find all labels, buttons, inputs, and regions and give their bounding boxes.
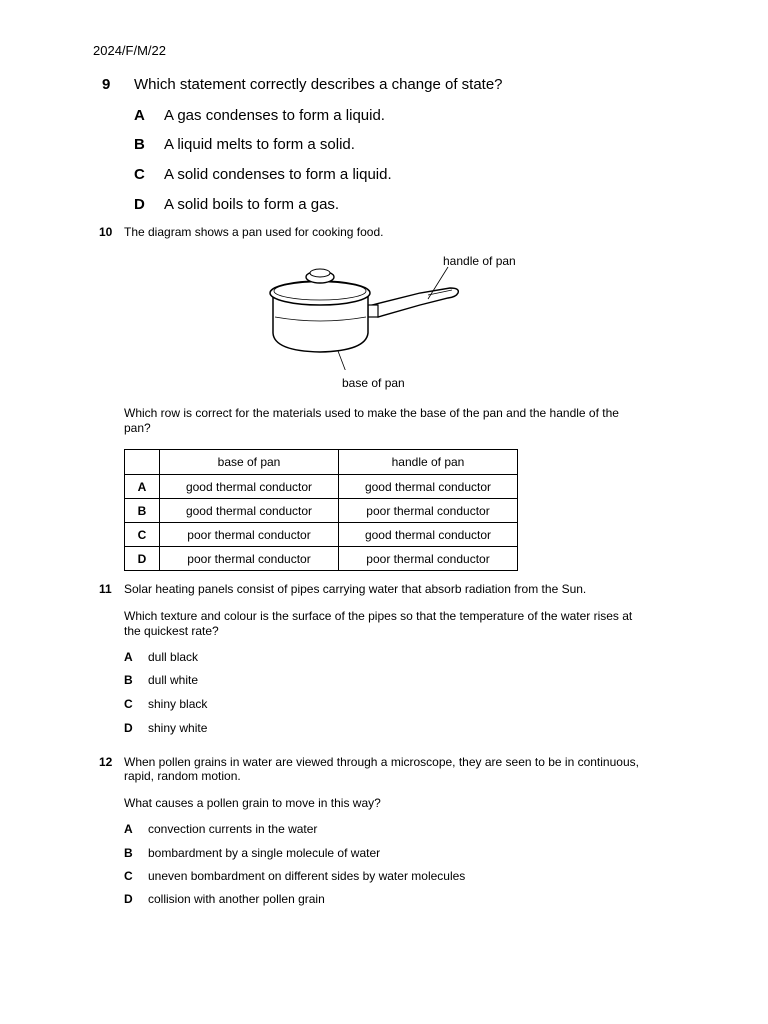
q9-option-a-text: A gas condenses to form a liquid.	[164, 107, 385, 124]
question-12-intro-line2: rapid, random motion.	[124, 769, 241, 783]
row-letter: A	[125, 475, 160, 499]
row-handle: good thermal conductor	[339, 523, 518, 547]
row-handle: poor thermal conductor	[339, 499, 518, 523]
question-10-intro: The diagram shows a pan used for cooking food.	[124, 225, 384, 239]
table-row	[125, 547, 518, 571]
q9-option-d-text: A solid boils to form a gas.	[164, 196, 340, 213]
question-10-number: 10	[99, 225, 113, 239]
row-handle: good thermal conductor	[339, 475, 518, 499]
q11-option-d-letter: D	[124, 721, 133, 735]
table-header-row	[125, 450, 518, 475]
question-11-line2: the quickest rate?	[124, 624, 219, 638]
question-12-number: 12	[99, 755, 113, 769]
q12-option-c-text: uneven bombardment on different sides by water molecules	[148, 869, 466, 883]
base-of-pan-label: base of pan	[342, 376, 405, 390]
handle-of-pan-label: handle of pan	[443, 254, 516, 268]
q12-option-b-letter: B	[124, 846, 133, 860]
row-base: good thermal conductor	[160, 475, 339, 499]
q11-option-a-letter: A	[124, 650, 133, 664]
row-base: poor thermal conductor	[160, 523, 339, 547]
question-11-intro: Solar heating panels consist of pipes carrying water that absorb radiation from the Sun.	[124, 582, 587, 596]
table-header-base: base of pan	[160, 450, 339, 475]
table-header-handle: handle of pan	[339, 450, 518, 475]
document-code: 2024/F/M/22	[93, 43, 166, 58]
row-letter: B	[125, 499, 160, 523]
answer-table	[124, 449, 518, 571]
pan-handle	[372, 288, 458, 317]
row-base: good thermal conductor	[160, 499, 339, 523]
q12-option-a-letter: A	[124, 822, 133, 836]
table-row	[125, 523, 518, 547]
table-header-blank	[125, 450, 160, 475]
q12-option-c-letter: C	[124, 869, 133, 883]
q9-option-b-letter: B	[134, 136, 145, 153]
table-row	[125, 475, 518, 499]
saucepan-diagram	[260, 255, 480, 370]
question-12-intro-line1: When pollen grains in water are viewed through a microscope, they are seen to be in continuous,	[124, 755, 639, 769]
q12-option-d-letter: D	[124, 892, 133, 906]
question-11-line1: Which texture and colour is the surface of the pipes so that the temperature of the water rises at	[124, 609, 633, 623]
q9-option-c-text: A solid condenses to form a liquid.	[164, 166, 392, 183]
q11-option-a-text: dull black	[148, 650, 199, 664]
q9-option-a-letter: A	[134, 107, 145, 124]
pan-lid	[270, 281, 370, 305]
q11-option-b-letter: B	[124, 673, 133, 687]
q12-option-d-text: collision with another pollen grain	[148, 892, 325, 906]
q9-option-c-letter: C	[134, 166, 145, 183]
row-letter: D	[125, 547, 160, 571]
q9-option-b-text: A liquid melts to form a solid.	[164, 136, 355, 153]
question-9-number: 9	[102, 76, 111, 93]
question-10-line2: pan?	[124, 421, 151, 435]
question-11-number: 11	[99, 582, 112, 596]
q11-option-c-text: shiny black	[148, 697, 208, 711]
q11-option-c-letter: C	[124, 697, 133, 711]
row-letter: C	[125, 523, 160, 547]
question-9-text: Which statement correctly describes a change of state?	[134, 76, 503, 93]
table-row	[125, 499, 518, 523]
question-12-question: What causes a pollen grain to move in this way?	[124, 796, 381, 810]
row-base: poor thermal conductor	[160, 547, 339, 571]
q12-option-a-text: convection currents in the water	[148, 822, 318, 836]
q11-option-b-text: dull white	[148, 673, 199, 687]
q12-option-b-text: bombardment by a single molecule of water	[148, 846, 381, 860]
question-10-line1: Which row is correct for the materials used to make the base of the pan and the handle of the	[124, 406, 619, 420]
row-handle: poor thermal conductor	[339, 547, 518, 571]
q11-option-d-text: shiny white	[148, 721, 208, 735]
q9-option-d-letter: D	[134, 196, 145, 213]
